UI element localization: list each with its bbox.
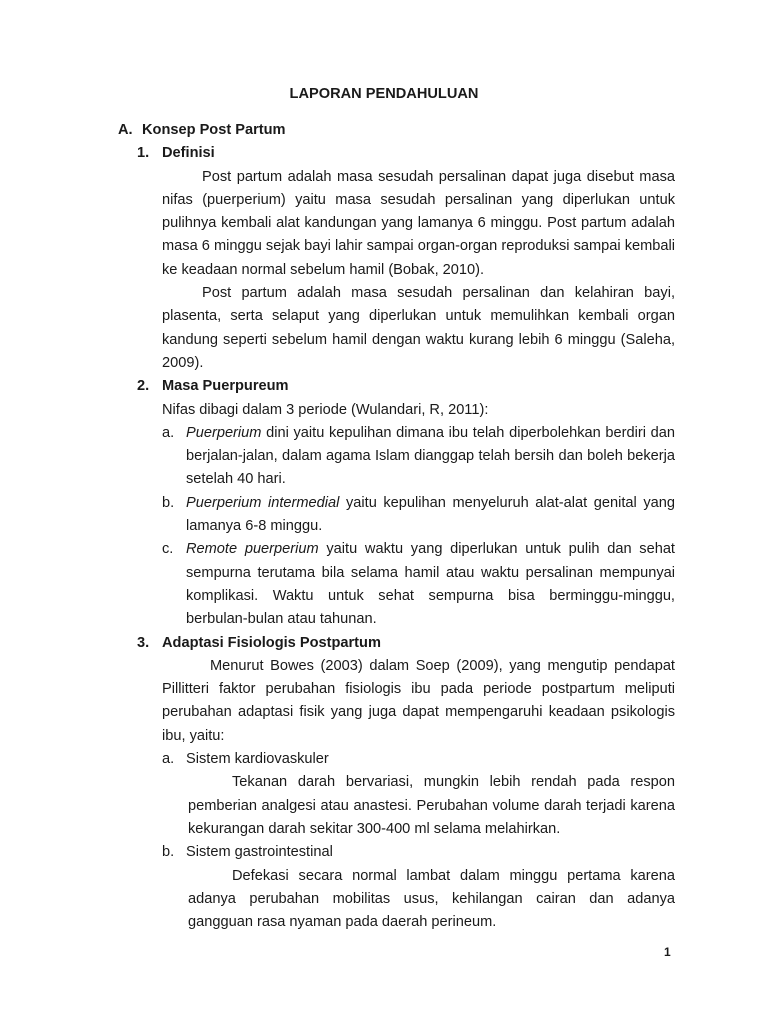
list-item-term: Puerperium intermedial xyxy=(186,494,340,511)
subsection-2-heading xyxy=(137,375,675,398)
paragraph: Nifas dibagi dalam 3 periode (Wulandari, R, 2011): xyxy=(162,401,489,418)
paragraph: Menurut Bowes (2003) dalam Soep (2009), yang mengutip pendapat Pillitteri faktor perubahan fisiologis ibu pada periode postpartum meliputi perubahan adaptasi fisik yang juga dapat mempengaruhi keadaan psikologis ibu, yaitu: xyxy=(162,657,675,744)
list-item-label: c. xyxy=(162,541,174,558)
section-a-heading xyxy=(118,119,675,142)
list-item xyxy=(162,492,675,539)
page-title: LAPORAN PENDAHULUAN xyxy=(289,86,479,102)
subsection-title: Adaptasi Fisiologis Postpartum xyxy=(162,634,381,651)
list-item-label: a. xyxy=(162,751,175,768)
list-item-term: Remote puerperium xyxy=(186,541,319,558)
list-item-body: yaitu kepulihan menyeluruh alat-alat genital yang lamanya 6-8 minggu. xyxy=(186,494,675,535)
list-item xyxy=(162,748,675,771)
list-item xyxy=(162,538,675,631)
subsection-label: 3. xyxy=(137,634,150,651)
paragraph: Defekasi secara normal lambat dalam minggu pertama karena adanya perubahan mobilitas usus, kehilangan cairan dan adanya gangguan rasa nyaman pada daerah perineum. xyxy=(188,867,675,931)
list-item-label: b. xyxy=(162,494,175,511)
subsection-title: Masa Puerpureum xyxy=(162,378,289,395)
subsection-title: Definisi xyxy=(162,145,215,162)
list-item-heading: Sistem kardiovaskuler xyxy=(186,751,329,768)
paragraph: Post partum adalah masa sesudah persalinan dapat juga disebut masa nifas (puerperium) yaitu masa sesudah persalinan yang diperlukan untuk pulihnya kembali alat kandungan yang lamanya 6 minggu. Post partum adalah masa 6 minggu sejak bayi lahir sampai organ-organ reproduksi sampai kembali ke keadaan normal sebelum hamil (Bobak, 2010). xyxy=(162,168,675,278)
list-item-term: Puerperium xyxy=(186,424,262,441)
list-item-label: a. xyxy=(162,424,175,441)
list-item-heading: Sistem gastrointestinal xyxy=(186,844,333,861)
document-body xyxy=(118,119,675,934)
list-item-text xyxy=(186,492,675,539)
list-item-label: b. xyxy=(162,844,175,861)
paragraph: Tekanan darah bervariasi, mungkin lebih rendah pada respon pemberian analgesi atau anastesi. Perubahan volume darah terjadi karena kekurangan darah sekitar 300-400 ml selama melahirkan. xyxy=(188,774,675,837)
subsection-label: 2. xyxy=(137,378,150,395)
subsection-label: 1. xyxy=(137,145,150,162)
list-item-body: yaitu waktu yang diperlukan untuk pulih dan sehat sempurna terutama bila selama hamil atau waktu persalinan mempunyai komplikasi. Waktu untuk sehat sempurna bisa berminggu-minggu, berbulan-bulan atau tahunan. xyxy=(186,541,675,628)
subsection-3-heading xyxy=(137,632,675,655)
list-item xyxy=(162,841,675,864)
section-label: A. xyxy=(118,122,133,138)
section-title: Konsep Post Partum xyxy=(142,122,286,138)
paragraph: Post partum adalah masa sesudah persalinan dan kelahiran bayi, plasenta, serta selaput yang diperlukan untuk memulihkan kembali organ kandung seperti sebelum hamil dengan waktu kurang lebih 6 minggu (Saleha, 2009). xyxy=(162,285,675,371)
list-item xyxy=(162,422,675,492)
list-item-text xyxy=(186,422,675,492)
page-number: 1 xyxy=(664,945,671,959)
list-item-text xyxy=(186,538,675,631)
list-item-body: dini yaitu kepulihan dimana ibu telah diperbolehkan berdiri dan berjalan-jalan, dalam agama Islam dianggap telah bersih dan boleh bekerja setelah 40 hari. xyxy=(186,424,675,488)
subsection-1-heading xyxy=(137,142,675,165)
